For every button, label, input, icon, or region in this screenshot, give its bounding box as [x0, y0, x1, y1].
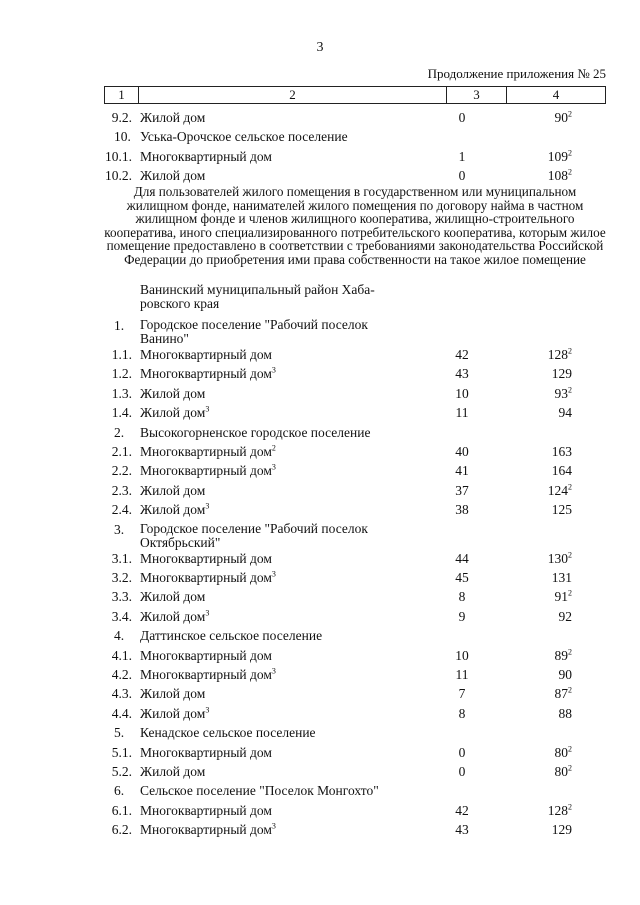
row-name — [140, 147, 410, 166]
row-number: 3.4. — [111, 608, 132, 624]
row-col4-value — [520, 384, 572, 403]
row-number: 10. — [114, 129, 131, 145]
row-number: 4.3. — [111, 686, 132, 702]
row-col4-text: 124 — [547, 482, 568, 498]
row-name-text: Жилой дом — [140, 110, 206, 125]
row-number: 10.2. — [105, 167, 132, 183]
row-col4-value — [520, 743, 572, 762]
row-name-text: Высокогорненское городское поселение — [140, 424, 371, 440]
table-row — [0, 108, 640, 127]
row-name-text: Даттинское сельское поселение — [140, 628, 323, 644]
row-number: 6.1. — [111, 802, 132, 818]
table-row — [0, 626, 640, 645]
row-name-text: Многоквартирный дом — [140, 647, 272, 663]
footnote-mark: 3 — [271, 569, 276, 579]
row-name — [140, 723, 410, 742]
row-name-text: Многоквартирный дом — [140, 148, 272, 164]
row-name-text: Жилой дом — [140, 705, 206, 721]
row-name — [140, 646, 410, 665]
row-name — [140, 403, 410, 422]
row-number: 3.3. — [111, 589, 132, 605]
row-col4-value — [520, 704, 572, 723]
row-col4-text: 94 — [558, 405, 572, 421]
row-number: 2. — [114, 424, 125, 440]
table-row — [0, 820, 640, 839]
row-col3-value: 0 — [458, 764, 466, 779]
row-col3-value: 0 — [458, 167, 466, 183]
table-row — [0, 403, 640, 422]
row-col4-text: 80 — [554, 764, 568, 779]
row-name — [140, 704, 410, 723]
row-col3-value: 42 — [455, 802, 469, 818]
row-col3-value: 11 — [455, 667, 469, 682]
row-col4-text: 131 — [551, 570, 572, 585]
row-col3-value: 0 — [458, 744, 466, 760]
row-col3-value: 41 — [455, 463, 469, 479]
footnote-mark: 2 — [568, 482, 572, 492]
table-row — [0, 781, 640, 800]
row-col4-value — [520, 147, 572, 166]
row-number: 1.1. — [111, 347, 132, 362]
row-name — [140, 442, 410, 461]
row-col4-value — [520, 587, 572, 606]
row-col4-value — [520, 481, 572, 500]
row-number: 6.2. — [111, 822, 132, 838]
row-col3-value: 43 — [455, 822, 469, 838]
row-name-text: Жилой дом — [140, 405, 206, 421]
row-col4-value — [520, 762, 572, 781]
row-number: 1. — [114, 318, 125, 333]
row-number: 2.4. — [111, 502, 132, 518]
row-name — [140, 166, 410, 185]
row-name-text: Жилой дом — [140, 608, 206, 624]
table-row — [0, 801, 640, 820]
table-row — [0, 423, 640, 442]
row-col3-value: 38 — [455, 502, 469, 518]
row-col4-value — [520, 549, 572, 568]
row-col4-text: 92 — [558, 608, 572, 624]
row-name-text: Многоквартирный дом — [140, 822, 272, 838]
row-name — [140, 384, 410, 403]
header-col-4: 4 — [552, 87, 560, 102]
header-col-3: 3 — [447, 87, 507, 103]
row-number: 5.2. — [111, 764, 132, 779]
footnote-mark: 2 — [568, 802, 572, 812]
row-col3-value: 43 — [455, 366, 469, 382]
row-col4-text: 88 — [558, 705, 572, 721]
row-name-text: Многоквартирный дом — [140, 463, 272, 479]
footnote-mark: 3 — [271, 821, 276, 831]
row-name-text: Жилой дом — [140, 482, 206, 498]
table-row — [0, 461, 640, 480]
row-name — [140, 500, 410, 519]
row-name — [140, 781, 410, 800]
row-number: 9.2. — [111, 110, 132, 125]
table-row — [0, 345, 640, 364]
row-col4-value — [520, 665, 572, 684]
table-row — [0, 762, 640, 781]
row-name — [140, 607, 410, 626]
table-row — [0, 500, 640, 519]
row-name-text: Многоквартирный дом — [140, 550, 272, 566]
row-name-text: Многоквартирный дом — [140, 802, 272, 818]
row-col4-text: 80 — [554, 744, 568, 760]
row-number: 3.2. — [111, 570, 132, 585]
row-name — [140, 364, 410, 383]
table-row — [0, 384, 640, 403]
row-col3-value: 42 — [455, 347, 469, 362]
row-col4-value — [520, 646, 572, 665]
row-name-text: Уська-Орочское сельское поселение — [140, 129, 348, 145]
row-number: 4.1. — [111, 647, 132, 663]
row-name-text: Жилой дом — [140, 385, 206, 401]
row-name — [140, 684, 410, 703]
row-col3-value: 8 — [458, 589, 466, 605]
row-name — [140, 318, 410, 346]
row-number: 4. — [114, 628, 125, 644]
table-row — [0, 743, 640, 762]
row-col4-value — [520, 108, 572, 127]
row-number: 4.2. — [111, 667, 132, 682]
table-row — [0, 665, 640, 684]
row-name-text: Жилой дом — [140, 764, 206, 779]
table-row — [0, 127, 640, 146]
row-number: 4.4. — [111, 705, 132, 721]
row-number: 5. — [114, 725, 125, 741]
row-col4-text: 90 — [554, 110, 568, 125]
row-name-text: Сельское поселение "Поселок Монгохто" — [140, 783, 379, 799]
row-name — [140, 345, 410, 364]
section-paragraph: Для пользователей жилого помещения в государственном или муниципальном жилищном фонде, нанимателей жилого помещения по договору найма в частном жилищном фонде и членов жилищного кооператива, жилищно-строительного кооператива, иного специализированного потребительского кооператива, которым жилое помещение предоставлено в соответствии с требованиями законодательства Российской Федерации до приобретения ими права собственности на такое жилое помещение — [104, 184, 606, 267]
table-row — [0, 723, 640, 742]
row-col4-value — [520, 345, 572, 364]
row-name-text: Многоквартирный дом — [140, 347, 272, 362]
table-row — [0, 704, 640, 723]
row-number: 2.2. — [111, 463, 132, 479]
footnote-mark: 3 — [205, 705, 210, 715]
table-row — [0, 587, 640, 606]
row-number: 3. — [114, 521, 125, 537]
row-name-text: Городское поселение "Рабочий поселок Октябрьский" — [140, 520, 368, 550]
row-name — [140, 481, 410, 500]
footnote-mark: 2 — [568, 167, 572, 177]
footnote-mark: 2 — [568, 647, 572, 657]
continuation-label: Продолжение приложения № 25 — [427, 66, 606, 81]
row-name — [140, 423, 410, 442]
row-col3-value: 11 — [455, 405, 469, 421]
row-col4-text: 128 — [547, 347, 568, 362]
row-name — [140, 549, 410, 568]
row-number: 10.1. — [105, 148, 132, 164]
row-name-text: Кенадское сельское поселение — [140, 725, 316, 741]
region-title: Ванинский муниципальный район Хаба-ровского края — [140, 282, 375, 311]
row-name-text: Многоквартирный дом — [140, 444, 272, 459]
row-col3-value: 1 — [458, 148, 466, 164]
row-name-text: Многоквартирный дом — [140, 366, 272, 382]
row-name-text: Жилой дом — [140, 502, 206, 518]
row-number: 1.3. — [111, 385, 132, 401]
row-name — [140, 522, 410, 550]
row-col4-text: 163 — [551, 444, 572, 459]
row-col4-text: 128 — [547, 802, 568, 818]
header-col-1: 1 — [105, 87, 139, 103]
row-col4-value — [520, 568, 572, 587]
table-row — [0, 520, 640, 550]
table-row — [0, 568, 640, 587]
row-name — [140, 108, 410, 127]
row-number: 1.4. — [111, 405, 132, 421]
row-col4-value — [520, 166, 572, 185]
table-header — [104, 86, 606, 104]
row-name — [140, 820, 410, 839]
table-row — [0, 147, 640, 166]
row-col4-text: 87 — [554, 686, 568, 702]
row-name — [140, 665, 410, 684]
row-col4-text: 164 — [551, 463, 572, 479]
row-number: 6. — [114, 783, 125, 799]
row-col4-text: 109 — [547, 148, 568, 164]
row-name — [140, 801, 410, 820]
row-col4-value — [520, 461, 572, 480]
row-col4-text: 129 — [551, 822, 572, 838]
footnote-mark: 3 — [271, 365, 276, 375]
row-name-text: Многоквартирный дом — [140, 744, 272, 760]
row-name-text: Многоквартирный дом — [140, 667, 272, 682]
table-row — [0, 549, 640, 568]
row-col4-text: 108 — [547, 167, 568, 183]
row-col4-text: 90 — [558, 667, 572, 682]
footnote-mark: 3 — [205, 608, 210, 618]
row-col4-value — [520, 442, 572, 461]
table-row — [0, 166, 640, 185]
table-row — [0, 481, 640, 500]
footnote-mark: 2 — [568, 148, 572, 158]
footnote-mark: 2 — [568, 109, 572, 119]
footnote-mark: 3 — [205, 501, 210, 511]
row-number: 5.1. — [111, 744, 132, 760]
row-number: 2.1. — [111, 444, 132, 459]
row-name-text: Городское поселение "Рабочий поселок Ванино" — [140, 317, 368, 346]
row-col4-text: 130 — [547, 550, 568, 566]
row-col3-value: 37 — [455, 482, 469, 498]
row-col3-value: 40 — [455, 444, 469, 459]
table-row — [0, 646, 640, 665]
row-name — [140, 743, 410, 762]
row-col4-value — [520, 403, 572, 422]
row-col3-value: 9 — [458, 608, 466, 624]
header-col-2: 2 — [139, 87, 447, 103]
row-col4-text: 89 — [554, 647, 568, 663]
footnote-mark: 2 — [568, 385, 572, 395]
footnote-mark: 3 — [271, 462, 276, 472]
row-name-text: Многоквартирный дом — [140, 570, 272, 585]
row-col3-value: 0 — [458, 110, 466, 125]
row-col4-value — [520, 684, 572, 703]
footnote-mark: 2 — [568, 763, 572, 773]
row-name — [140, 626, 410, 645]
row-name — [140, 762, 410, 781]
row-col4-text: 91 — [554, 589, 568, 605]
footnote-mark: 2 — [568, 550, 572, 560]
row-col4-value — [520, 607, 572, 626]
footnote-mark: 2 — [568, 744, 572, 754]
row-col3-value: 10 — [455, 647, 469, 663]
row-col3-value: 10 — [455, 385, 469, 401]
footnote-mark: 2 — [271, 443, 276, 453]
row-number: 2.3. — [111, 482, 132, 498]
table-row — [0, 364, 640, 383]
row-name — [140, 568, 410, 587]
row-col4-text: 93 — [554, 385, 568, 401]
row-col3-value: 8 — [458, 705, 466, 721]
row-col4-text: 129 — [551, 366, 572, 382]
row-name — [140, 587, 410, 606]
table-row — [0, 316, 640, 346]
table-row — [0, 442, 640, 461]
row-col3-value: 7 — [458, 686, 466, 702]
row-col3-value: 44 — [455, 550, 469, 566]
footnote-mark: 2 — [568, 685, 572, 695]
row-col4-value — [520, 364, 572, 383]
row-name-text: Жилой дом — [140, 167, 206, 183]
row-name — [140, 127, 410, 146]
footnote-mark: 2 — [568, 588, 572, 598]
row-col4-value — [520, 500, 572, 519]
row-name-text: Жилой дом — [140, 589, 206, 605]
table-row — [0, 607, 640, 626]
page-number: 3 — [316, 40, 324, 55]
row-col4-value — [520, 820, 572, 839]
row-col3-value: 45 — [455, 570, 469, 585]
footnote-mark: 3 — [271, 666, 276, 676]
row-number: 3.1. — [111, 550, 132, 566]
row-col4-value — [520, 801, 572, 820]
row-number: 1.2. — [111, 366, 132, 382]
footnote-mark: 3 — [205, 404, 210, 414]
footnote-mark: 2 — [568, 346, 572, 356]
row-col4-text: 125 — [551, 502, 572, 518]
row-name — [140, 461, 410, 480]
row-name-text: Жилой дом — [140, 686, 206, 702]
table-row — [0, 684, 640, 703]
